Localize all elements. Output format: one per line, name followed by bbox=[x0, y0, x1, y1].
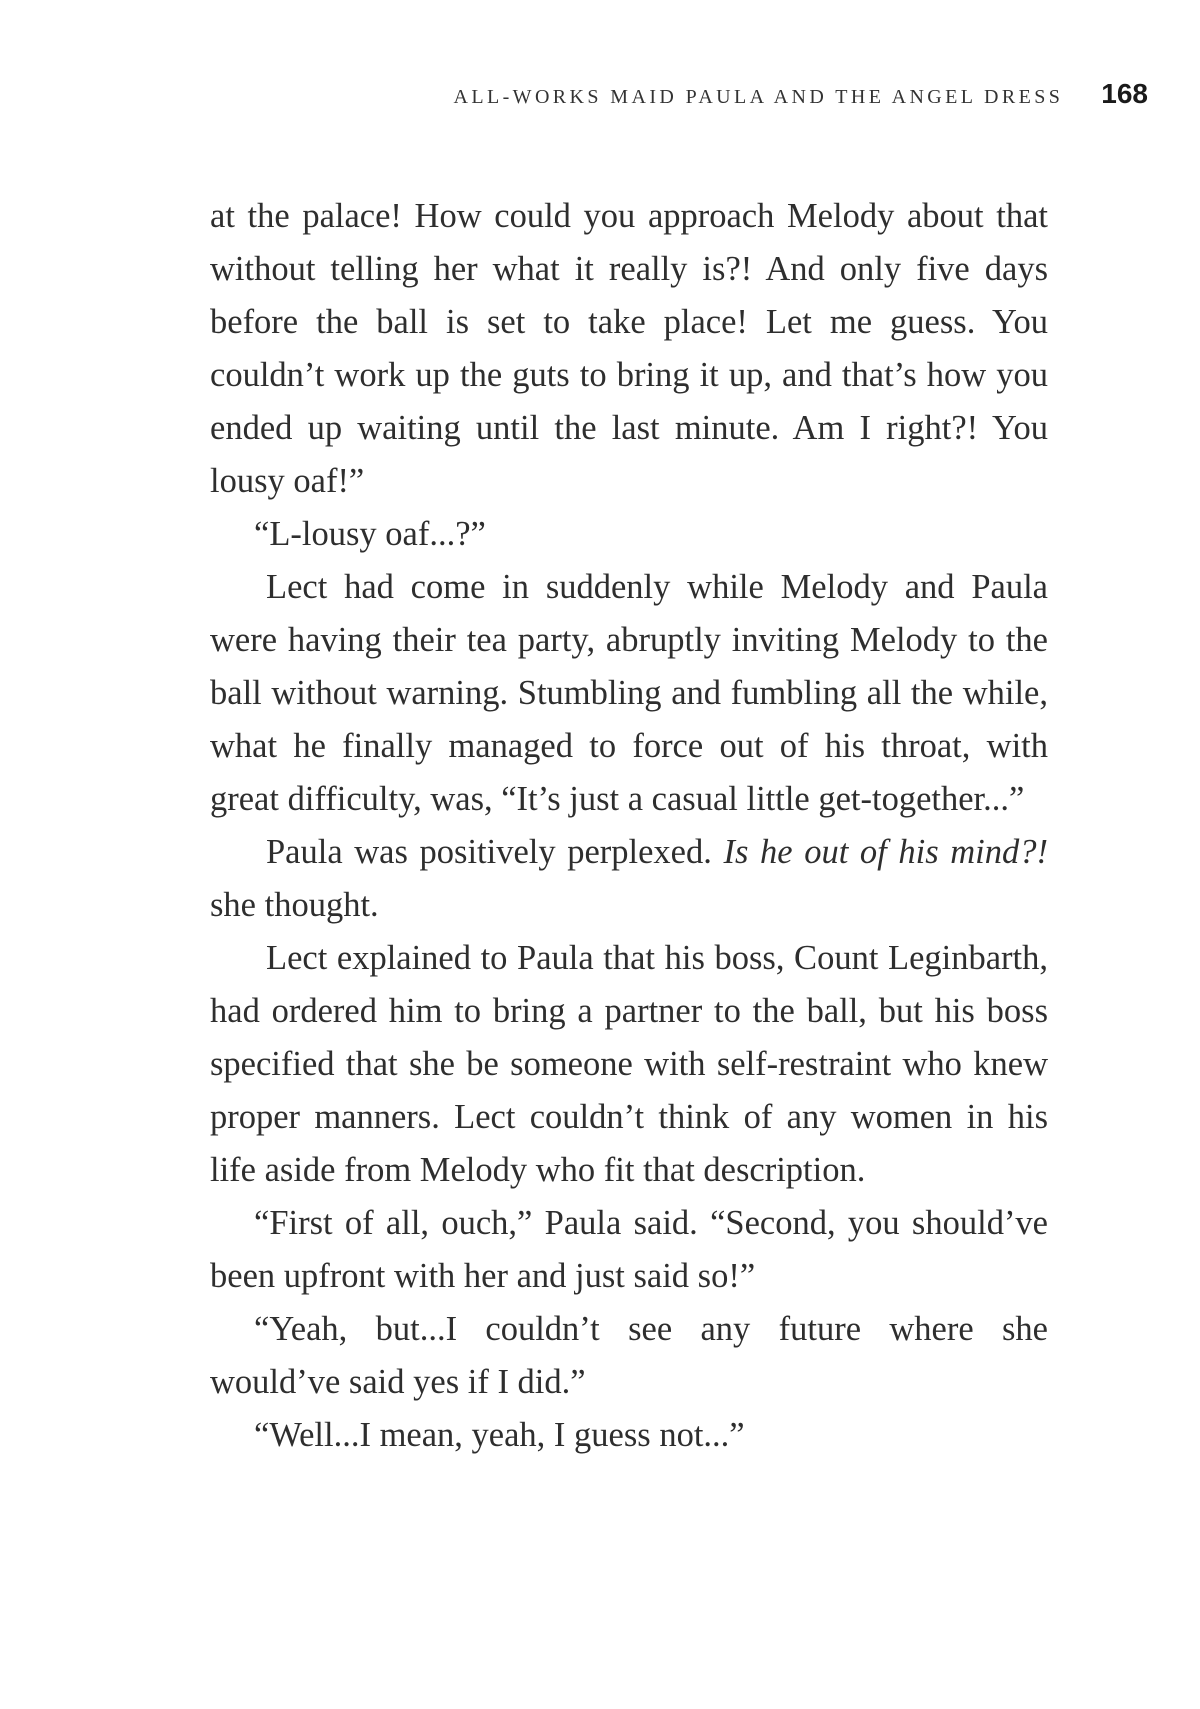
paragraph: at the palace! How could you approach Melody about that without telling her what it really is?! And only five days before the ball is set to take place! Let me guess. You couldn’t work up the guts to bring it up, and that’s how you ended up waiting until the last minute. Am I right?! You lousy oaf!” bbox=[210, 197, 1048, 500]
body-text bbox=[210, 190, 1048, 1462]
paragraph-text: Paula was positively perplexed. bbox=[266, 833, 724, 871]
paragraph: Lect explained to Paula that his boss, Count Leginbarth, had ordered him to bring a partner to the ball, but his boss specified that she be someone with self-restraint who knew proper manners. Lect couldn’t think of any women in his life aside from Melody who fit that description. bbox=[210, 939, 1048, 1189]
paragraph: “First of all, ouch,” Paula said. “Second, you should’ve been upfront with her and just said so!” bbox=[210, 1204, 1048, 1295]
running-header bbox=[454, 78, 1148, 110]
paragraph-text: she thought. bbox=[210, 886, 379, 924]
paragraph: “Yeah, but...I couldn’t see any future where she would’ve said yes if I did.” bbox=[210, 1310, 1048, 1401]
paragraph bbox=[210, 826, 1048, 932]
page-number: 168 bbox=[1101, 78, 1148, 109]
running-title: ALL-WORKS MAID PAULA AND THE ANGEL DRESS bbox=[453, 86, 1064, 108]
italic-thought: Is he out of his mind?! bbox=[723, 833, 1048, 871]
paragraph: “Well...I mean, yeah, I guess not...” bbox=[254, 1416, 745, 1454]
paragraph: Lect had come in suddenly while Melody and Paula were having their tea party, abruptly inviting Melody to the ball without warning. Stumbling and fumbling all the while, what he finally managed to force out of his throat, with great difficulty, was, “It’s just a casual little get-together...” bbox=[210, 568, 1048, 818]
paragraph: “L-lousy oaf...?” bbox=[254, 515, 486, 553]
